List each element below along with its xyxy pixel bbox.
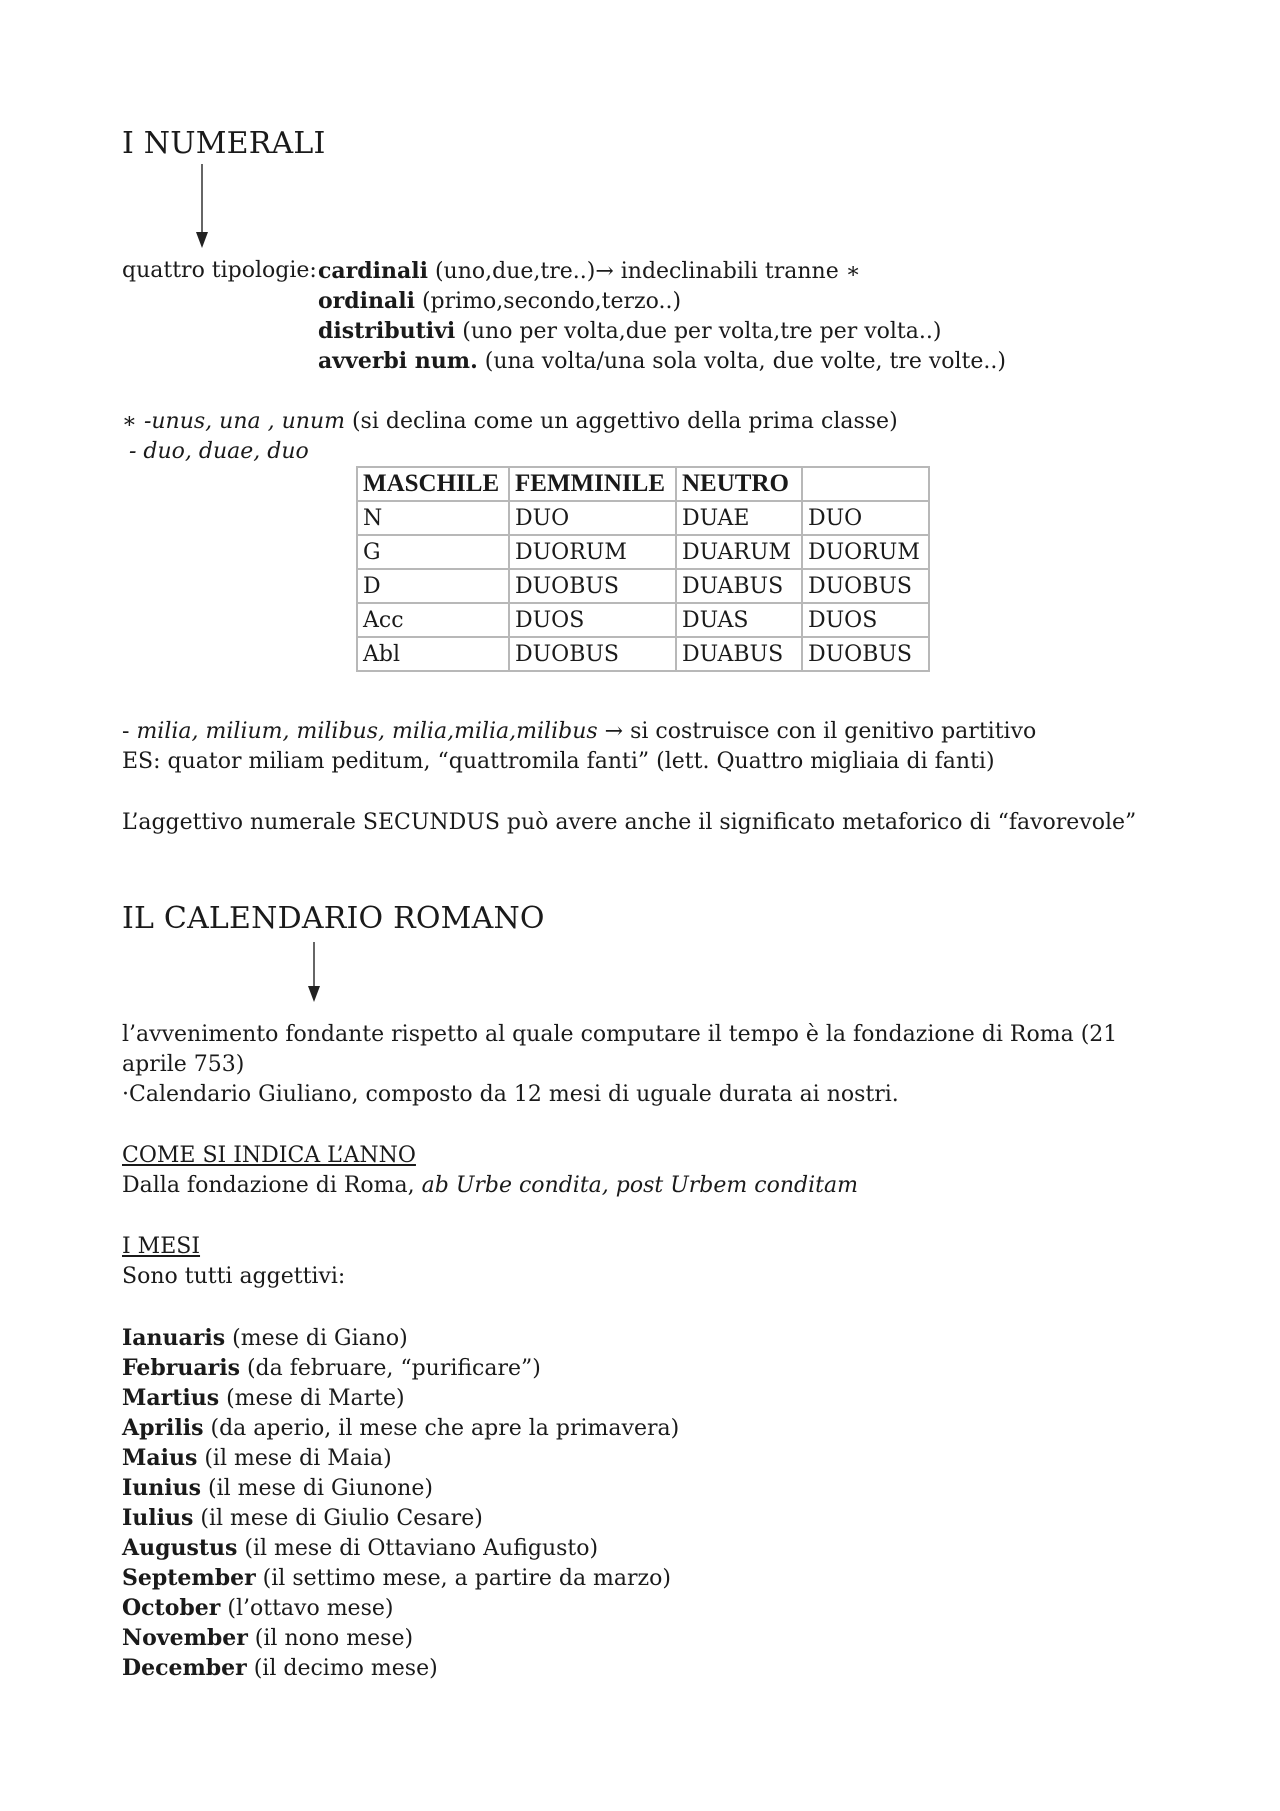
types-intro: quattro tipologie: xyxy=(122,258,317,283)
table-cell: DUOS xyxy=(802,603,929,637)
table-cell: DUAS xyxy=(676,603,802,637)
asterisk: ∗ xyxy=(122,409,144,434)
month-desc: (l’ottavo mese) xyxy=(220,1596,394,1621)
month-desc: (mese di Giano) xyxy=(225,1326,408,1351)
anno-italic: ab Urbe condita, post Urbem conditam xyxy=(421,1173,858,1198)
unus-note: (si declina come un aggettivo della prima classe) xyxy=(344,409,898,434)
month-desc: (il mese di Maia) xyxy=(197,1446,392,1471)
table-header-cell xyxy=(802,467,929,501)
month-item xyxy=(122,1563,671,1594)
table-header-row xyxy=(357,467,929,501)
table-row xyxy=(357,637,929,671)
table-cell: DUOBUS xyxy=(802,637,929,671)
table-header-cell: NEUTRO xyxy=(676,467,802,501)
month-name: Augustus xyxy=(122,1535,238,1561)
milia-note: → si costruisce con il genitivo partitivo xyxy=(597,719,1037,744)
month-item xyxy=(122,1503,483,1534)
duo-forms: - duo, duae, duo xyxy=(122,439,309,464)
type-line-distributivi xyxy=(318,316,941,347)
month-desc: (il nono mese) xyxy=(247,1626,414,1651)
type-name: distributivi xyxy=(318,318,456,344)
table-cell: D xyxy=(357,569,509,603)
month-name: October xyxy=(122,1595,221,1621)
table-row xyxy=(357,501,929,535)
type-line-ordinali xyxy=(318,286,681,317)
type-name: ordinali xyxy=(318,288,415,314)
table-cell: DUO xyxy=(802,501,929,535)
duo-declension-table xyxy=(356,466,930,672)
type-desc: (uno,due,tre..)→ indeclinabili tranne ∗ xyxy=(427,259,861,284)
section-title-calendario: IL CALENDARIO ROMANO xyxy=(122,901,545,936)
unus-line xyxy=(122,407,898,437)
calendario-line-1: l’avvenimento fondante rispetto al quale computare il tempo è la fondazione di Roma (21 xyxy=(122,1022,1118,1047)
type-line-cardinali xyxy=(318,256,861,287)
month-name: September xyxy=(122,1565,256,1591)
month-name: December xyxy=(122,1655,247,1681)
table-cell: G xyxy=(357,535,509,569)
table-cell: N xyxy=(357,501,509,535)
table-cell: DUABUS xyxy=(676,569,802,603)
type-desc: (primo,secondo,terzo..) xyxy=(414,289,682,314)
month-name: November xyxy=(122,1625,248,1651)
secundus-note: L’aggettivo numerale SECUNDUS può avere anche il significato metaforico di “favorevole” xyxy=(122,810,1137,835)
mesi-intro: Sono tutti aggettivi: xyxy=(122,1264,346,1289)
month-item xyxy=(122,1533,598,1564)
month-desc: (il mese di Ottaviano Aufigusto) xyxy=(237,1536,599,1561)
month-desc: (da aperio, il mese che apre la primavera) xyxy=(203,1416,680,1441)
table-cell: DUABUS xyxy=(676,637,802,671)
table-cell: DUAE xyxy=(676,501,802,535)
table-cell: Acc xyxy=(357,603,509,637)
table-cell: DUORUM xyxy=(509,535,676,569)
mesi-heading: I MESI xyxy=(122,1234,201,1259)
milia-example: ES: quator miliam peditum, “quattromila fanti” (lett. Quattro migliaia di fanti) xyxy=(122,749,995,774)
table-header-cell: FEMMINILE xyxy=(509,467,676,501)
month-name: Iulius xyxy=(122,1505,194,1531)
month-name: Maius xyxy=(122,1445,198,1471)
table-row xyxy=(357,603,929,637)
anno-plain: Dalla fondazione di Roma, xyxy=(122,1173,422,1198)
milia-forms: milia, milium, milibus, milia,milia,milibus xyxy=(136,719,598,744)
month-item xyxy=(122,1623,413,1654)
month-desc: (il decimo mese) xyxy=(246,1656,438,1681)
month-item xyxy=(122,1413,679,1444)
milia-dash: - xyxy=(122,719,137,744)
anno-text xyxy=(122,1171,858,1201)
month-name: Februaris xyxy=(122,1355,240,1381)
month-item xyxy=(122,1653,438,1684)
month-item xyxy=(122,1383,405,1414)
month-item xyxy=(122,1443,392,1474)
month-name: Martius xyxy=(122,1385,220,1411)
month-desc: (il settimo mese, a partire da marzo) xyxy=(255,1566,671,1591)
section-title-numerali: I NUMERALI xyxy=(122,126,326,161)
table-cell: DUOBUS xyxy=(509,569,676,603)
calendario-line-2: aprile 753) xyxy=(122,1052,245,1077)
table-cell: DUOBUS xyxy=(802,569,929,603)
month-item xyxy=(122,1473,433,1504)
month-item xyxy=(122,1593,393,1624)
down-arrow-icon xyxy=(190,164,214,250)
table-header-cell: MASCHILE xyxy=(357,467,509,501)
month-desc: (il mese di Giunone) xyxy=(201,1476,433,1501)
month-name: Ianuaris xyxy=(122,1325,226,1351)
down-arrow-icon xyxy=(302,942,326,1004)
month-item xyxy=(122,1353,541,1384)
table-cell: DUORUM xyxy=(802,535,929,569)
calendario-line-3: ·Calendario Giuliano, composto da 12 mesi di uguale durata ai nostri. xyxy=(122,1082,899,1107)
table-cell: DUOS xyxy=(509,603,676,637)
table-cell: DUO xyxy=(509,501,676,535)
type-line-avverbi xyxy=(318,346,1006,377)
type-desc: (una volta/una sola volta, due volte, tre volte..) xyxy=(477,349,1006,374)
type-name: avverbi num. xyxy=(318,348,478,374)
table-cell: DUOBUS xyxy=(509,637,676,671)
milia-line xyxy=(122,717,1036,747)
table-row xyxy=(357,535,929,569)
month-desc: (da februare, “purificare”) xyxy=(239,1356,541,1381)
type-desc: (uno per volta,due per volta,tre per volta..) xyxy=(455,319,942,344)
table-cell: DUARUM xyxy=(676,535,802,569)
table-row xyxy=(357,569,929,603)
month-desc: (il mese di Giulio Cesare) xyxy=(193,1506,483,1531)
month-item xyxy=(122,1323,408,1354)
month-name: Iunius xyxy=(122,1475,202,1501)
unus-forms: -unus, una , unum xyxy=(143,409,345,434)
anno-heading: COME SI INDICA L’ANNO xyxy=(122,1143,416,1168)
type-name: cardinali xyxy=(318,258,428,284)
month-name: Aprilis xyxy=(122,1415,204,1441)
month-desc: (mese di Marte) xyxy=(219,1386,405,1411)
table-cell: Abl xyxy=(357,637,509,671)
